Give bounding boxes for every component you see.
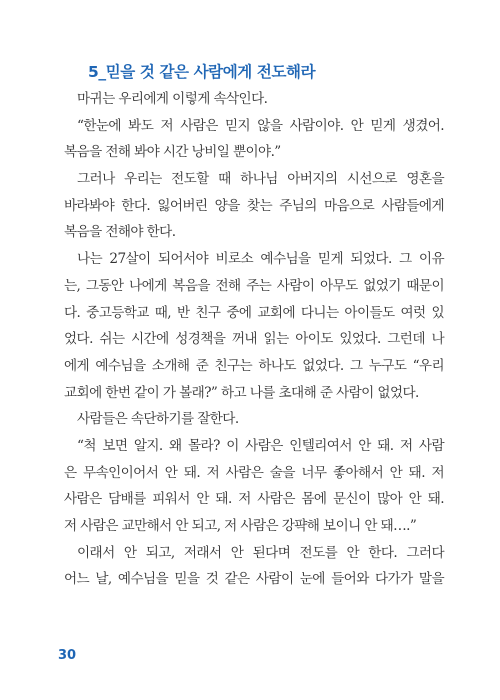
text-line: 사람은 담배를 피워서 안 돼. 저 사람은 몸에 문신이 많아 안 돼. (64, 491, 444, 508)
text-line: 는, 그동안 나에게 복음을 전해 주는 사람이 아무도 없었기 때문이 (64, 277, 444, 294)
text-line: “척 보면 알지. 왜 몰라? 이 사람은 인텔리여서 안 돼. 저 사람 (77, 437, 444, 454)
text-line: 그러나 우리는 전도할 때 하나님 아버지의 시선으로 영혼을 (77, 171, 444, 188)
text-line: 교회에 한번 같이 가 볼래?” 하고 나를 초대해 준 사람이 없었다. (64, 384, 419, 401)
text-line: 었다. 쉬는 시간에 성경책을 꺼내 읽는 아이도 있었다. 그런데 나 (64, 331, 444, 348)
section-heading: 5_믿을 것 같은 사람에게 전도해라 (88, 63, 316, 81)
text-line: 복음을 전해야 한다. (64, 224, 176, 241)
text-line: 마귀는 우리에게 이렇게 속삭인다. (77, 91, 268, 107)
page-number: 30 (58, 648, 77, 663)
text-line: 어느 날, 예수님을 믿을 것 같은 사람이 눈에 들어와 다가가 말을 (64, 571, 444, 588)
text-line: 복음을 전해 봐야 시간 낭비일 뿐이야.” (64, 144, 281, 161)
text-line: 사람들은 속단하기를 잘한다. (77, 411, 239, 428)
text-line: 다. 중고등학교 때, 반 친구 중에 교회에 다니는 아이들도 여럿 있 (64, 304, 444, 321)
text-line: 에게 예수님을 소개해 준 친구는 하나도 없었다. 그 누구도 “우리 (64, 357, 444, 374)
text-line: 나는 27살이 되어서야 비로소 예수님을 믿게 되었다. 그 이유 (77, 251, 444, 268)
text-line: 저 사람은 교만해서 안 되고, 저 사람은 강퍅해 보이니 안 돼….” (64, 518, 417, 534)
text-line: 이래서 안 되고, 저래서 안 된다며 전도를 안 한다. 그러다 (77, 544, 444, 561)
text-line: 바라봐야 한다. 잃어버린 양을 찾는 주님의 마음으로 사람들에게 (64, 197, 444, 214)
text-line: “한눈에 봐도 저 사람은 믿지 않을 사람이야. 안 믿게 생겼어. (77, 117, 444, 134)
text-line: 은 무속인이어서 안 돼. 저 사람은 술을 너무 좋아해서 안 돼. 저 (64, 464, 444, 481)
body-text (64, 86, 444, 593)
